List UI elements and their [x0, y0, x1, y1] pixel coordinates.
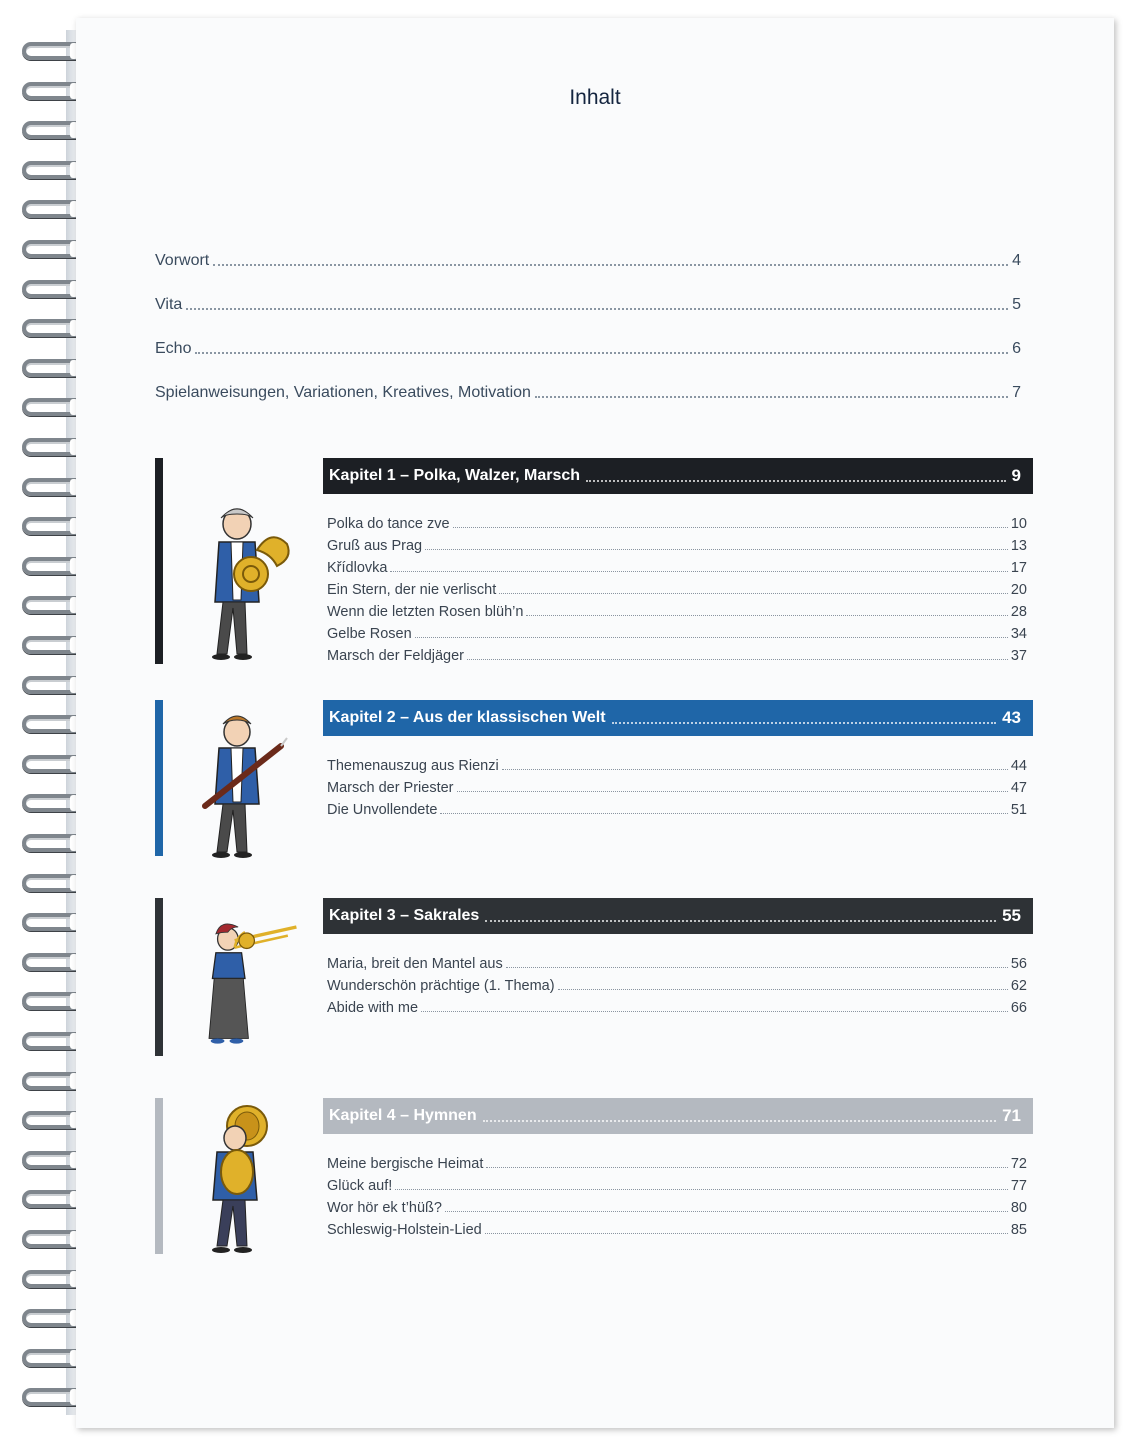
sousaphone-player-figure	[185, 1102, 305, 1257]
chapter-1	[155, 458, 1035, 664]
dot-leader	[457, 791, 1008, 792]
entry-label: Gelbe Rosen	[327, 626, 412, 642]
toc-row-spielanweisungen	[155, 378, 1021, 402]
entry-label: Maria, breit den Mantel aus	[327, 956, 503, 972]
entry-page: 17	[1010, 560, 1027, 576]
tuba-player-figure	[185, 502, 305, 662]
toc-label: Vita	[155, 296, 183, 313]
entry-page: 10	[1010, 516, 1027, 532]
entry-page: 72	[1010, 1156, 1027, 1172]
list-item	[327, 1194, 1027, 1216]
entry-label: Glück auf!	[327, 1178, 393, 1194]
chapter-bar	[155, 458, 163, 664]
toc-page	[76, 18, 1114, 1428]
trombone-player-figure	[185, 906, 305, 1056]
entry-label: Ein Stern, der nie verlischt	[327, 582, 497, 598]
entry-label: Wenn die letzten Rosen blüh’n	[327, 604, 524, 620]
page-title: Inhalt	[569, 86, 621, 109]
chapter-title: Kapitel 3 – Sakrales	[329, 907, 480, 924]
entry-page: 85	[1010, 1222, 1027, 1238]
list-item	[327, 972, 1027, 994]
toc-page-number: 6	[1012, 340, 1021, 357]
chapter-title: Kapitel 4 – Hymnen	[329, 1107, 477, 1124]
list-item	[327, 950, 1027, 972]
chapter-page-number: 71	[1002, 1106, 1021, 1125]
dot-leader	[485, 920, 996, 922]
list-item	[327, 598, 1027, 620]
entry-label: Křídlovka	[327, 560, 388, 576]
entry-page: 44	[1010, 758, 1027, 774]
chapter-header	[323, 700, 1033, 736]
list-item	[327, 620, 1027, 642]
chapter-entries	[327, 1150, 1027, 1238]
dot-leader	[483, 1120, 996, 1122]
entry-page: 62	[1010, 978, 1027, 994]
chapter-bar	[155, 700, 163, 856]
dot-leader	[502, 769, 1008, 770]
toc-row-vorwort	[155, 246, 1021, 270]
chapter-header	[323, 898, 1033, 934]
bassoon-player-figure	[185, 710, 305, 860]
dot-leader	[485, 1233, 1008, 1234]
chapter-entries	[327, 510, 1027, 664]
toc-row-echo	[155, 334, 1021, 358]
entry-page: 56	[1010, 956, 1027, 972]
entry-page: 47	[1010, 780, 1027, 796]
list-item	[327, 774, 1027, 796]
entry-label: Polka do tance zve	[327, 516, 450, 532]
list-item	[327, 576, 1027, 598]
dot-leader	[395, 1189, 1008, 1190]
toc-label: Echo	[155, 340, 192, 357]
dot-leader	[213, 264, 1008, 266]
chapter-bar	[155, 898, 163, 1056]
entry-label: Marsch der Priester	[327, 780, 454, 796]
dot-leader	[586, 480, 1005, 482]
dot-leader	[486, 1167, 1008, 1168]
entry-page: 80	[1010, 1200, 1027, 1216]
list-item	[327, 1150, 1027, 1172]
entry-label: Meine bergische Heimat	[327, 1156, 484, 1172]
dot-leader	[506, 967, 1008, 968]
entry-page: 13	[1010, 538, 1027, 554]
toc-label: Vorwort	[155, 252, 210, 269]
chapter-2	[155, 700, 1035, 856]
chapter-page-number: 43	[1002, 708, 1021, 727]
dot-leader	[612, 722, 997, 724]
dot-leader	[390, 571, 1007, 572]
toc-page-number: 5	[1012, 296, 1021, 313]
entry-label: Schleswig-Holstein-Lied	[327, 1222, 482, 1238]
entry-label: Wunderschön prächtige (1. Thema)	[327, 978, 555, 994]
chapter-entries	[327, 752, 1027, 818]
dot-leader	[535, 396, 1008, 398]
chapter-header	[323, 458, 1033, 494]
dot-leader	[467, 659, 1008, 660]
toc-page-number: 4	[1012, 252, 1021, 269]
dot-leader	[445, 1211, 1008, 1212]
chapter-page-number: 9	[1011, 466, 1021, 485]
entry-page: 34	[1010, 626, 1027, 642]
dot-leader	[186, 308, 1008, 310]
list-item	[327, 752, 1027, 774]
chapter-3	[155, 898, 1035, 1056]
dot-leader	[453, 527, 1008, 528]
chapter-header	[323, 1098, 1033, 1134]
dot-leader	[526, 615, 1007, 616]
dot-leader	[558, 989, 1008, 990]
toc-page-number: 7	[1012, 384, 1021, 401]
entry-page: 77	[1010, 1178, 1027, 1194]
dot-leader	[421, 1011, 1008, 1012]
entry-label: Die Unvollendete	[327, 802, 438, 818]
entry-page: 37	[1010, 648, 1027, 664]
entry-label: Themenauszug aus Rienzi	[327, 758, 499, 774]
entry-label: Wor hör ek t’hüß?	[327, 1200, 442, 1216]
entry-label: Marsch der Feldjäger	[327, 648, 464, 664]
chapter-entries	[327, 950, 1027, 1016]
entry-page: 28	[1010, 604, 1027, 620]
list-item	[327, 1172, 1027, 1194]
entry-page: 20	[1010, 582, 1027, 598]
chapter-bar	[155, 1098, 163, 1254]
list-item	[327, 510, 1027, 532]
dot-leader	[415, 637, 1008, 638]
dot-leader	[440, 813, 1007, 814]
dot-leader	[195, 352, 1008, 354]
list-item	[327, 796, 1027, 818]
chapter-title: Kapitel 1 – Polka, Walzer, Marsch	[329, 467, 581, 484]
entry-label: Abide with me	[327, 1000, 419, 1016]
list-item	[327, 532, 1027, 554]
entry-label: Gruß aus Prag	[327, 538, 423, 554]
toc-label: Spielanweisungen, Variationen, Kreatives, Motivation	[155, 384, 531, 401]
dot-leader	[425, 549, 1008, 550]
chapter-page-number: 55	[1002, 906, 1021, 925]
list-item	[327, 1216, 1027, 1238]
dot-leader	[499, 593, 1008, 594]
chapter-title: Kapitel 2 – Aus der klassischen Welt	[329, 709, 606, 726]
chapter-4	[155, 1098, 1035, 1254]
entry-page: 66	[1010, 1000, 1027, 1016]
list-item	[327, 642, 1027, 664]
list-item	[327, 554, 1027, 576]
entry-page: 51	[1010, 802, 1027, 818]
list-item	[327, 994, 1027, 1016]
toc-row-vita	[155, 290, 1021, 314]
